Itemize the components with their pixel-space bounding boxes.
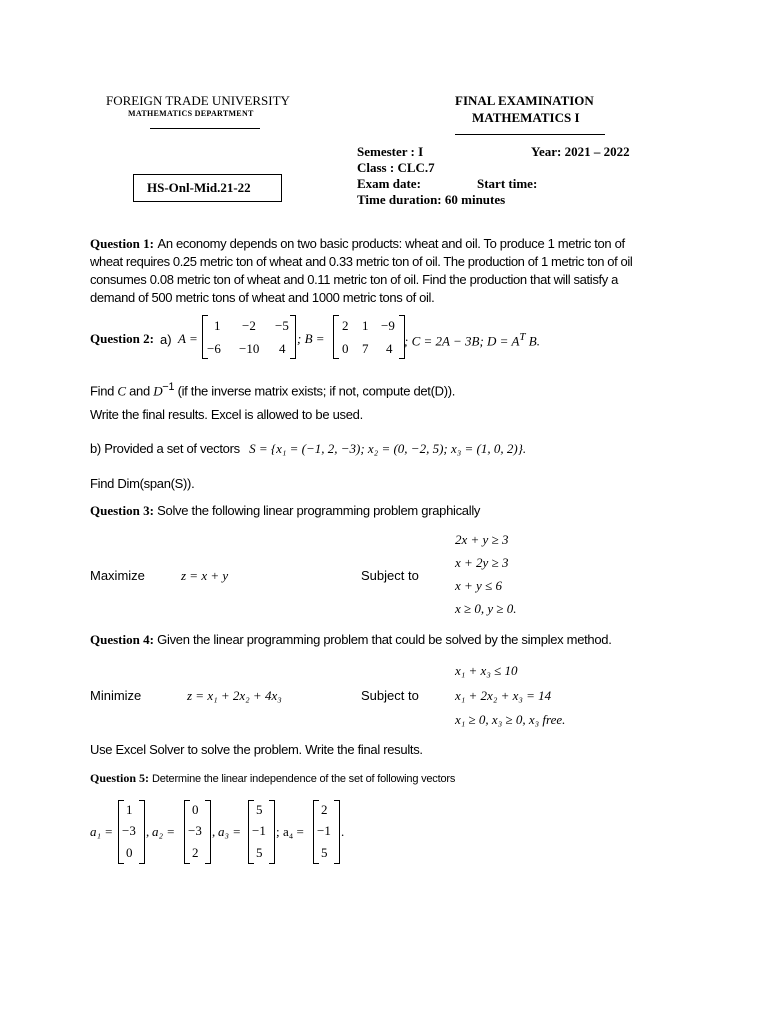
matrix-b-cell: 1	[362, 318, 369, 333]
exam-code: HS-Onl-Mid.21-22	[147, 180, 251, 195]
q1-line-3: consumes 0.08 metric ton of wheat and 0.11 metric ton of oil. Find the production that will satisfy a	[90, 272, 619, 287]
q5-separator: ,	[146, 824, 150, 839]
q3-constraint: x + y ≤ 6	[455, 578, 502, 593]
q3-constraint: x ≥ 0, y ≥ 0.	[455, 601, 517, 616]
q5-vector-a2	[184, 800, 211, 864]
question-5	[90, 771, 455, 786]
q2-find-word: Find	[90, 383, 115, 399]
q2-matrix-b	[333, 315, 405, 359]
q4-subject-to: Subject to	[361, 688, 419, 703]
matrix-a-cell: −2	[242, 318, 256, 333]
q5-vector-name: a₄ =	[283, 824, 304, 839]
q3-subject-to: Subject to	[361, 568, 419, 583]
matrix-a-cell: −5	[275, 318, 289, 333]
year: Year: 2021 – 2022	[531, 144, 630, 159]
class: Class : CLC.7	[357, 160, 435, 175]
q4-objective-label: Minimize	[90, 688, 142, 703]
q2-matrix-b-name: ; B =	[297, 331, 325, 346]
matrix-a-cell: −10	[239, 341, 260, 356]
question-4	[90, 631, 612, 649]
vector-cell: −1	[252, 823, 266, 838]
q3-constraint: x + 2y ≥ 3	[455, 555, 509, 570]
q5-label: Question 5:	[90, 771, 150, 785]
matrix-a-cell: 4	[279, 341, 286, 356]
q2-part-b-text: b) Provided a set of vectors	[90, 441, 240, 456]
time-duration: Time duration: 60 minutes	[357, 192, 506, 207]
matrix-b-cell: 0	[342, 341, 349, 356]
q2-expression-end: B.	[528, 333, 540, 349]
q1-label: Question 1:	[90, 236, 154, 251]
q2-transpose-sup: T	[519, 331, 526, 343]
vector-cell: 5	[256, 845, 263, 860]
q2-expression	[404, 331, 540, 349]
q2-part-a: a)	[160, 332, 172, 347]
q2-find-rest: (if the inverse matrix exists; if not, compute det(D)).	[177, 383, 456, 399]
q3-objective: z = x + y	[181, 568, 229, 583]
q5-vector-a1	[118, 800, 145, 864]
q5-separator: .	[341, 824, 345, 839]
q3-objective-label: Maximize	[90, 568, 145, 583]
matrix-b-cell: 2	[342, 318, 349, 333]
vector-cell: 2	[321, 802, 328, 817]
q3-label: Question 3:	[90, 503, 154, 518]
header-left-rule	[150, 128, 260, 129]
q4-objective: z = x₁ + 2x₂ + 4x₃	[187, 688, 282, 703]
q2-set-expression: S = {x₁ = (−1, 2, −3); x₂ = (0, −2, 5); x₃ = (1, 0, 2)}.	[249, 441, 527, 456]
q5-vector-a4	[313, 800, 340, 864]
question-1	[90, 235, 690, 307]
matrix-a-cell: 1	[214, 318, 221, 333]
q2-write: Write the final results. Excel is allowed to be used.	[90, 407, 363, 422]
q2-part-b	[90, 440, 526, 458]
university-name: FOREIGN TRADE UNIVERSITY	[106, 93, 290, 108]
q4-constraint: x₁ + x₃ ≤ 10	[455, 663, 518, 678]
q2-matrix-a-name: A =	[178, 331, 198, 346]
q5-separator: ;	[276, 824, 280, 839]
header-right-rule	[455, 134, 605, 135]
q2-inverse-sup: −1	[162, 381, 175, 393]
q5-vector-a3	[248, 800, 275, 864]
q4-use: Use Excel Solver to solve the problem. Write the final results.	[90, 742, 423, 757]
semester: Semester : I	[357, 144, 424, 159]
vector-cell: 0	[192, 802, 199, 817]
q5-vector-name: a₂ =	[152, 824, 176, 839]
q2-label: Question 2:	[90, 331, 154, 346]
q1-line-2: wheat requires 0.25 metric ton of wheat and 0.33 metric ton of oil. The production of 1 metric ton of oil	[90, 254, 633, 269]
q4-text: Given the linear programming problem that could be solved by the simplex method.	[157, 632, 612, 647]
q2-find-c: C	[117, 383, 126, 399]
q5-vector-name: a₁ =	[90, 824, 114, 839]
matrix-b-cell: 4	[386, 341, 393, 356]
matrix-b-cell: −9	[381, 318, 395, 333]
q2-find-d: D	[153, 383, 163, 399]
vector-cell: 2	[192, 845, 199, 860]
q3-text: Solve the following linear programming problem graphically	[157, 503, 481, 518]
q4-constraint: x₁ + 2x₂ + x₃ = 14	[455, 688, 552, 703]
q2-find	[90, 378, 455, 400]
vector-cell: −3	[122, 823, 136, 838]
q5-text: Determine the linear independence of the set of following vectors	[152, 773, 456, 785]
exam-date: Exam date:	[357, 176, 421, 191]
q5-vector-name: a₃ =	[218, 824, 242, 839]
exam-code-box	[133, 174, 282, 202]
q5-separator: ,	[212, 824, 216, 839]
vector-cell: 5	[321, 845, 328, 860]
department-name: MATHEMATICS DEPARTMENT	[128, 109, 254, 118]
vector-cell: −3	[188, 823, 202, 838]
q4-constraint: x₁ ≥ 0, x₃ ≥ 0, x₃ free.	[455, 712, 566, 727]
q1-line-1: An economy depends on two basic products: wheat and oil. To produce 1 metric ton of	[157, 236, 625, 251]
q2-find-and: and	[129, 383, 150, 399]
q4-label: Question 4:	[90, 632, 154, 647]
q3-constraint: 2x + y ≥ 3	[455, 532, 509, 547]
matrix-a-cell: −6	[207, 341, 221, 356]
vector-cell: 1	[126, 802, 133, 817]
start-time: Start time:	[477, 176, 538, 191]
subject-title: MATHEMATICS I	[472, 110, 580, 125]
matrix-b-cell: 7	[362, 341, 369, 356]
q1-line-4: demand of 500 metric tons of wheat and 1000 metric tons of oil.	[90, 290, 435, 305]
exam-title: FINAL EXAMINATION	[455, 93, 594, 108]
question-3	[90, 502, 480, 520]
vector-cell: 5	[256, 802, 263, 817]
q2-find-dim: Find Dim(span(S)).	[90, 476, 195, 491]
vector-cell: −1	[317, 823, 331, 838]
vector-cell: 0	[126, 845, 133, 860]
q2-matrix-a	[202, 315, 296, 359]
q2-expression-text: ; C = 2A − 3B; D = A	[404, 333, 520, 349]
